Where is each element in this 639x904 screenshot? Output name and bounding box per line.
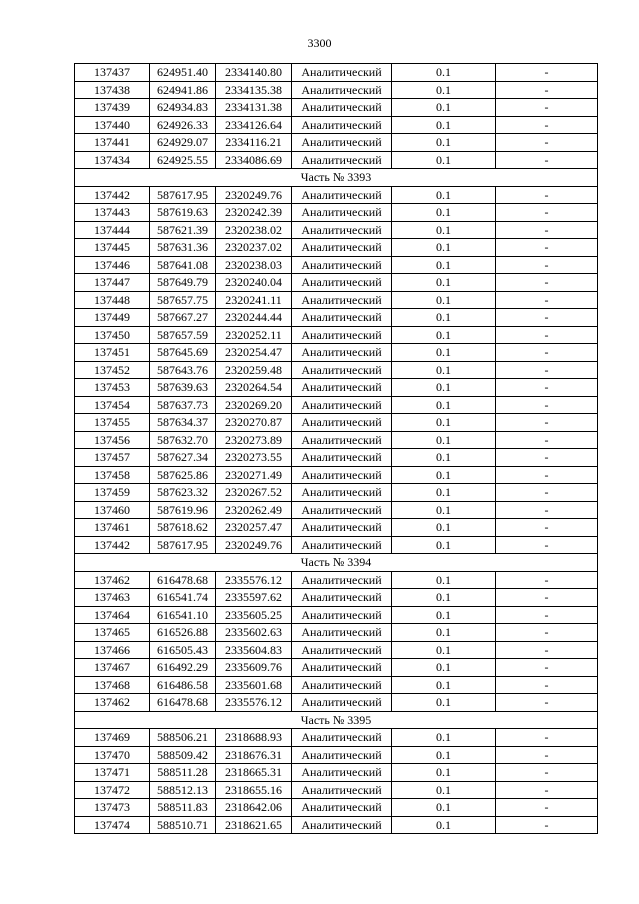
table-row (75, 466, 598, 484)
method-cell: Аналитический (292, 536, 392, 554)
y-coordinate-cell: 2335576.12 (216, 694, 292, 712)
x-coordinate-cell: 587657.75 (150, 291, 216, 309)
method-cell: Аналитический (292, 64, 392, 82)
note-cell: - (496, 361, 598, 379)
note-cell: - (496, 676, 598, 694)
note-cell: - (496, 746, 598, 764)
table-row (75, 484, 598, 502)
note-cell: - (496, 729, 598, 747)
part-header-row (75, 169, 598, 187)
y-coordinate-cell: 2320238.02 (216, 221, 292, 239)
y-coordinate-cell: 2320242.39 (216, 204, 292, 222)
point-number-cell: 137437 (75, 64, 150, 82)
x-coordinate-cell: 588511.83 (150, 799, 216, 817)
point-number-cell: 137443 (75, 204, 150, 222)
note-cell: - (496, 99, 598, 117)
accuracy-cell: 0.1 (392, 151, 496, 169)
accuracy-cell: 0.1 (392, 81, 496, 99)
y-coordinate-cell: 2320273.89 (216, 431, 292, 449)
part-title: Часть № 3395 (75, 711, 598, 729)
point-number-cell: 137441 (75, 134, 150, 152)
accuracy-cell: 0.1 (392, 659, 496, 677)
point-number-cell: 137439 (75, 99, 150, 117)
accuracy-cell: 0.1 (392, 361, 496, 379)
note-cell: - (496, 781, 598, 799)
accuracy-cell: 0.1 (392, 536, 496, 554)
method-cell: Аналитический (292, 466, 392, 484)
method-cell: Аналитический (292, 379, 392, 397)
y-coordinate-cell: 2320271.49 (216, 466, 292, 484)
point-number-cell: 137466 (75, 641, 150, 659)
y-coordinate-cell: 2318655.16 (216, 781, 292, 799)
method-cell: Аналитический (292, 116, 392, 134)
note-cell: - (496, 414, 598, 432)
part-title: Часть № 3393 (75, 169, 598, 187)
table-row (75, 344, 598, 362)
method-cell: Аналитический (292, 291, 392, 309)
x-coordinate-cell: 624929.07 (150, 134, 216, 152)
accuracy-cell: 0.1 (392, 186, 496, 204)
accuracy-cell: 0.1 (392, 204, 496, 222)
accuracy-cell: 0.1 (392, 501, 496, 519)
table-row (75, 116, 598, 134)
y-coordinate-cell: 2335604.83 (216, 641, 292, 659)
note-cell: - (496, 484, 598, 502)
note-cell: - (496, 519, 598, 537)
note-cell: - (496, 659, 598, 677)
table-row (75, 746, 598, 764)
accuracy-cell: 0.1 (392, 606, 496, 624)
table-row (75, 606, 598, 624)
table-row (75, 361, 598, 379)
note-cell: - (496, 64, 598, 82)
method-cell: Аналитический (292, 449, 392, 467)
x-coordinate-cell: 587645.69 (150, 344, 216, 362)
point-number-cell: 137434 (75, 151, 150, 169)
table-row (75, 729, 598, 747)
method-cell: Аналитический (292, 764, 392, 782)
method-cell: Аналитический (292, 431, 392, 449)
accuracy-cell: 0.1 (392, 694, 496, 712)
method-cell: Аналитический (292, 484, 392, 502)
coordinates-table-body (75, 64, 598, 834)
point-number-cell: 137442 (75, 186, 150, 204)
point-number-cell: 137457 (75, 449, 150, 467)
accuracy-cell: 0.1 (392, 344, 496, 362)
x-coordinate-cell: 587641.08 (150, 256, 216, 274)
point-number-cell: 137467 (75, 659, 150, 677)
x-coordinate-cell: 624925.55 (150, 151, 216, 169)
note-cell: - (496, 274, 598, 292)
page-number: 3300 (307, 36, 332, 50)
accuracy-cell: 0.1 (392, 624, 496, 642)
table-row (75, 274, 598, 292)
note-cell: - (496, 536, 598, 554)
note-cell: - (496, 571, 598, 589)
method-cell: Аналитический (292, 519, 392, 537)
x-coordinate-cell: 587657.59 (150, 326, 216, 344)
note-cell: - (496, 309, 598, 327)
table-row (75, 221, 598, 239)
x-coordinate-cell: 587634.37 (150, 414, 216, 432)
x-coordinate-cell: 588506.21 (150, 729, 216, 747)
x-coordinate-cell: 616478.68 (150, 571, 216, 589)
x-coordinate-cell: 616541.10 (150, 606, 216, 624)
x-coordinate-cell: 587625.86 (150, 466, 216, 484)
table-row (75, 571, 598, 589)
x-coordinate-cell: 588511.28 (150, 764, 216, 782)
table-row (75, 239, 598, 257)
x-coordinate-cell: 624951.40 (150, 64, 216, 82)
x-coordinate-cell: 587637.73 (150, 396, 216, 414)
x-coordinate-cell: 587631.36 (150, 239, 216, 257)
table-row (75, 134, 598, 152)
table-row (75, 781, 598, 799)
note-cell: - (496, 221, 598, 239)
y-coordinate-cell: 2320273.55 (216, 449, 292, 467)
method-cell: Аналитический (292, 256, 392, 274)
accuracy-cell: 0.1 (392, 816, 496, 834)
x-coordinate-cell: 587619.96 (150, 501, 216, 519)
note-cell: - (496, 379, 598, 397)
table-row (75, 501, 598, 519)
point-number-cell: 137440 (75, 116, 150, 134)
note-cell: - (496, 396, 598, 414)
method-cell: Аналитический (292, 746, 392, 764)
y-coordinate-cell: 2320244.44 (216, 309, 292, 327)
note-cell: - (496, 589, 598, 607)
method-cell: Аналитический (292, 606, 392, 624)
accuracy-cell: 0.1 (392, 729, 496, 747)
accuracy-cell: 0.1 (392, 309, 496, 327)
note-cell: - (496, 344, 598, 362)
table-row (75, 431, 598, 449)
note-cell: - (496, 641, 598, 659)
y-coordinate-cell: 2320262.49 (216, 501, 292, 519)
point-number-cell: 137444 (75, 221, 150, 239)
y-coordinate-cell: 2320257.47 (216, 519, 292, 537)
x-coordinate-cell: 616486.58 (150, 676, 216, 694)
table-row (75, 414, 598, 432)
y-coordinate-cell: 2318676.31 (216, 746, 292, 764)
x-coordinate-cell: 616492.29 (150, 659, 216, 677)
accuracy-cell: 0.1 (392, 571, 496, 589)
note-cell: - (496, 151, 598, 169)
point-number-cell: 137469 (75, 729, 150, 747)
note-cell: - (496, 694, 598, 712)
x-coordinate-cell: 616478.68 (150, 694, 216, 712)
method-cell: Аналитический (292, 571, 392, 589)
table-row (75, 81, 598, 99)
point-number-cell: 137461 (75, 519, 150, 537)
x-coordinate-cell: 587619.63 (150, 204, 216, 222)
accuracy-cell: 0.1 (392, 746, 496, 764)
method-cell: Аналитический (292, 816, 392, 834)
method-cell: Аналитический (292, 659, 392, 677)
x-coordinate-cell: 587627.34 (150, 449, 216, 467)
point-number-cell: 137445 (75, 239, 150, 257)
point-number-cell: 137449 (75, 309, 150, 327)
y-coordinate-cell: 2335601.68 (216, 676, 292, 694)
method-cell: Аналитический (292, 134, 392, 152)
method-cell: Аналитический (292, 99, 392, 117)
point-number-cell: 137464 (75, 606, 150, 624)
y-coordinate-cell: 2318621.65 (216, 816, 292, 834)
x-coordinate-cell: 587617.95 (150, 186, 216, 204)
accuracy-cell: 0.1 (392, 589, 496, 607)
accuracy-cell: 0.1 (392, 431, 496, 449)
y-coordinate-cell: 2318642.06 (216, 799, 292, 817)
point-number-cell: 137458 (75, 466, 150, 484)
point-number-cell: 137463 (75, 589, 150, 607)
point-number-cell: 137452 (75, 361, 150, 379)
y-coordinate-cell: 2320238.03 (216, 256, 292, 274)
part-header-row (75, 711, 598, 729)
point-number-cell: 137462 (75, 571, 150, 589)
x-coordinate-cell: 587667.27 (150, 309, 216, 327)
method-cell: Аналитический (292, 274, 392, 292)
method-cell: Аналитический (292, 81, 392, 99)
accuracy-cell: 0.1 (392, 781, 496, 799)
table-row (75, 449, 598, 467)
x-coordinate-cell: 624941.86 (150, 81, 216, 99)
note-cell: - (496, 431, 598, 449)
table-row (75, 291, 598, 309)
accuracy-cell: 0.1 (392, 64, 496, 82)
point-number-cell: 137456 (75, 431, 150, 449)
y-coordinate-cell: 2320264.54 (216, 379, 292, 397)
y-coordinate-cell: 2335605.25 (216, 606, 292, 624)
method-cell: Аналитический (292, 414, 392, 432)
y-coordinate-cell: 2320269.20 (216, 396, 292, 414)
method-cell: Аналитический (292, 204, 392, 222)
accuracy-cell: 0.1 (392, 676, 496, 694)
note-cell: - (496, 764, 598, 782)
accuracy-cell: 0.1 (392, 414, 496, 432)
method-cell: Аналитический (292, 501, 392, 519)
point-number-cell: 137474 (75, 816, 150, 834)
note-cell: - (496, 624, 598, 642)
y-coordinate-cell: 2334086.69 (216, 151, 292, 169)
accuracy-cell: 0.1 (392, 239, 496, 257)
table-row (75, 799, 598, 817)
y-coordinate-cell: 2320254.47 (216, 344, 292, 362)
method-cell: Аналитический (292, 361, 392, 379)
table-row (75, 186, 598, 204)
y-coordinate-cell: 2320237.02 (216, 239, 292, 257)
point-number-cell: 137471 (75, 764, 150, 782)
point-number-cell: 137442 (75, 536, 150, 554)
x-coordinate-cell: 587639.63 (150, 379, 216, 397)
point-number-cell: 137454 (75, 396, 150, 414)
accuracy-cell: 0.1 (392, 396, 496, 414)
table-row (75, 99, 598, 117)
note-cell: - (496, 449, 598, 467)
x-coordinate-cell: 616541.74 (150, 589, 216, 607)
y-coordinate-cell: 2335597.62 (216, 589, 292, 607)
method-cell: Аналитический (292, 676, 392, 694)
method-cell: Аналитический (292, 309, 392, 327)
accuracy-cell: 0.1 (392, 116, 496, 134)
note-cell: - (496, 239, 598, 257)
x-coordinate-cell: 624926.33 (150, 116, 216, 134)
y-coordinate-cell: 2320241.11 (216, 291, 292, 309)
table-row (75, 676, 598, 694)
accuracy-cell: 0.1 (392, 641, 496, 659)
method-cell: Аналитический (292, 239, 392, 257)
y-coordinate-cell: 2318688.93 (216, 729, 292, 747)
note-cell: - (496, 256, 598, 274)
x-coordinate-cell: 616505.43 (150, 641, 216, 659)
point-number-cell: 137465 (75, 624, 150, 642)
x-coordinate-cell: 587617.95 (150, 536, 216, 554)
method-cell: Аналитический (292, 641, 392, 659)
y-coordinate-cell: 2320240.04 (216, 274, 292, 292)
x-coordinate-cell: 588510.71 (150, 816, 216, 834)
accuracy-cell: 0.1 (392, 326, 496, 344)
y-coordinate-cell: 2318665.31 (216, 764, 292, 782)
table-row (75, 589, 598, 607)
note-cell: - (496, 134, 598, 152)
x-coordinate-cell: 588509.42 (150, 746, 216, 764)
table-row (75, 536, 598, 554)
method-cell: Аналитический (292, 186, 392, 204)
table-row (75, 256, 598, 274)
y-coordinate-cell: 2334131.38 (216, 99, 292, 117)
table-row (75, 379, 598, 397)
accuracy-cell: 0.1 (392, 466, 496, 484)
note-cell: - (496, 466, 598, 484)
table-row (75, 204, 598, 222)
method-cell: Аналитический (292, 729, 392, 747)
point-number-cell: 137455 (75, 414, 150, 432)
method-cell: Аналитический (292, 589, 392, 607)
method-cell: Аналитический (292, 221, 392, 239)
accuracy-cell: 0.1 (392, 449, 496, 467)
x-coordinate-cell: 587623.32 (150, 484, 216, 502)
y-coordinate-cell: 2320249.76 (216, 186, 292, 204)
method-cell: Аналитический (292, 326, 392, 344)
x-coordinate-cell: 616526.88 (150, 624, 216, 642)
table-row (75, 309, 598, 327)
accuracy-cell: 0.1 (392, 799, 496, 817)
point-number-cell: 137447 (75, 274, 150, 292)
y-coordinate-cell: 2320249.76 (216, 536, 292, 554)
accuracy-cell: 0.1 (392, 134, 496, 152)
accuracy-cell: 0.1 (392, 221, 496, 239)
point-number-cell: 137472 (75, 781, 150, 799)
y-coordinate-cell: 2334135.38 (216, 81, 292, 99)
table-row (75, 326, 598, 344)
table-row (75, 64, 598, 82)
note-cell: - (496, 501, 598, 519)
point-number-cell: 137468 (75, 676, 150, 694)
table-row (75, 624, 598, 642)
accuracy-cell: 0.1 (392, 274, 496, 292)
x-coordinate-cell: 588512.13 (150, 781, 216, 799)
table-row (75, 694, 598, 712)
point-number-cell: 137453 (75, 379, 150, 397)
y-coordinate-cell: 2320270.87 (216, 414, 292, 432)
point-number-cell: 137451 (75, 344, 150, 362)
x-coordinate-cell: 587618.62 (150, 519, 216, 537)
accuracy-cell: 0.1 (392, 99, 496, 117)
table-row (75, 764, 598, 782)
method-cell: Аналитический (292, 694, 392, 712)
note-cell: - (496, 116, 598, 134)
point-number-cell: 137459 (75, 484, 150, 502)
table-row (75, 816, 598, 834)
point-number-cell: 137473 (75, 799, 150, 817)
method-cell: Аналитический (292, 781, 392, 799)
y-coordinate-cell: 2335576.12 (216, 571, 292, 589)
table-row (75, 659, 598, 677)
method-cell: Аналитический (292, 624, 392, 642)
point-number-cell: 137450 (75, 326, 150, 344)
note-cell: - (496, 606, 598, 624)
table-row (75, 641, 598, 659)
accuracy-cell: 0.1 (392, 484, 496, 502)
note-cell: - (496, 799, 598, 817)
accuracy-cell: 0.1 (392, 291, 496, 309)
method-cell: Аналитический (292, 344, 392, 362)
point-number-cell: 137448 (75, 291, 150, 309)
note-cell: - (496, 186, 598, 204)
note-cell: - (496, 204, 598, 222)
y-coordinate-cell: 2334126.64 (216, 116, 292, 134)
point-number-cell: 137470 (75, 746, 150, 764)
part-title: Часть № 3394 (75, 554, 598, 572)
x-coordinate-cell: 587621.39 (150, 221, 216, 239)
accuracy-cell: 0.1 (392, 256, 496, 274)
x-coordinate-cell: 587643.76 (150, 361, 216, 379)
method-cell: Аналитический (292, 799, 392, 817)
method-cell: Аналитический (292, 396, 392, 414)
accuracy-cell: 0.1 (392, 519, 496, 537)
y-coordinate-cell: 2320252.11 (216, 326, 292, 344)
point-number-cell: 137462 (75, 694, 150, 712)
note-cell: - (496, 81, 598, 99)
table-row (75, 151, 598, 169)
point-number-cell: 137438 (75, 81, 150, 99)
coordinates-table (74, 63, 598, 834)
y-coordinate-cell: 2334116.21 (216, 134, 292, 152)
part-header-row (75, 554, 598, 572)
y-coordinate-cell: 2335609.76 (216, 659, 292, 677)
x-coordinate-cell: 587632.70 (150, 431, 216, 449)
x-coordinate-cell: 587649.79 (150, 274, 216, 292)
table-row (75, 396, 598, 414)
point-number-cell: 137446 (75, 256, 150, 274)
note-cell: - (496, 291, 598, 309)
note-cell: - (496, 326, 598, 344)
y-coordinate-cell: 2320259.48 (216, 361, 292, 379)
y-coordinate-cell: 2334140.80 (216, 64, 292, 82)
y-coordinate-cell: 2335602.63 (216, 624, 292, 642)
point-number-cell: 137460 (75, 501, 150, 519)
note-cell: - (496, 816, 598, 834)
x-coordinate-cell: 624934.83 (150, 99, 216, 117)
method-cell: Аналитический (292, 151, 392, 169)
accuracy-cell: 0.1 (392, 764, 496, 782)
table-row (75, 519, 598, 537)
accuracy-cell: 0.1 (392, 379, 496, 397)
y-coordinate-cell: 2320267.52 (216, 484, 292, 502)
